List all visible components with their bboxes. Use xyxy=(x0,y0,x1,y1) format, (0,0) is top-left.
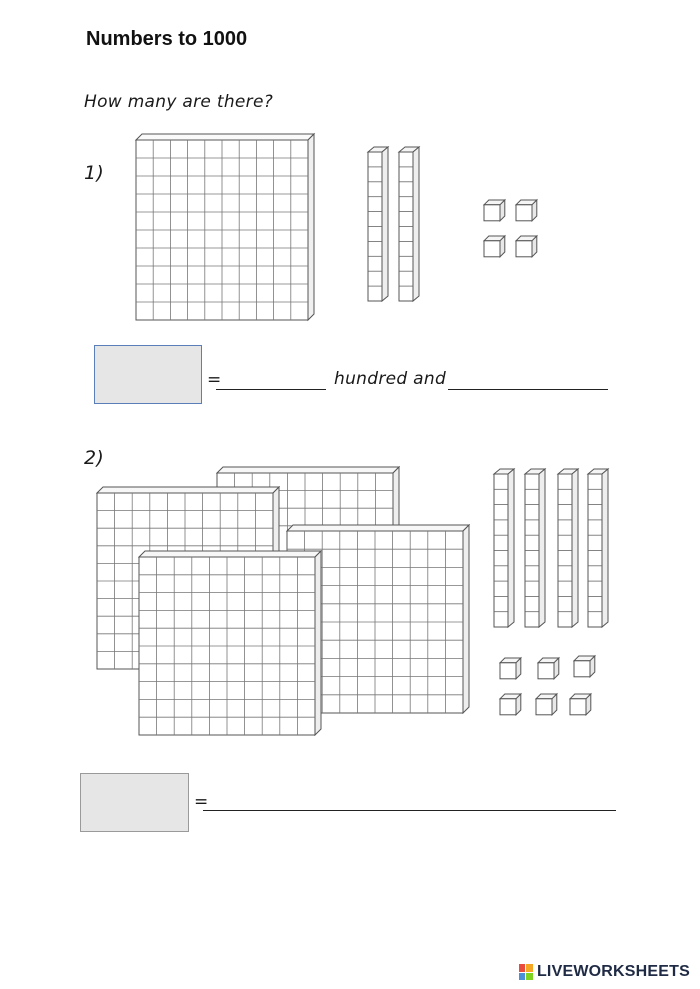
item-2-hundred-flat-front xyxy=(138,550,322,736)
item-1-hundreds-blank[interactable] xyxy=(216,389,326,390)
brand-text: LIVEWORKSHEETS xyxy=(536,963,690,980)
unit-cube xyxy=(574,656,595,677)
item-1-remainder-blank[interactable] xyxy=(448,389,608,390)
logo-square-4 xyxy=(526,973,533,981)
item-2-equals: = xyxy=(194,792,209,812)
item-2-answer-box[interactable] xyxy=(80,773,189,832)
item-1-ten-rod-2 xyxy=(397,146,421,304)
ten-rod xyxy=(525,469,545,627)
unit-cube xyxy=(570,694,591,715)
item-1-answer-box[interactable] xyxy=(94,345,202,404)
unit-cube xyxy=(500,694,521,715)
item-2-unit-cubes xyxy=(496,652,604,724)
item-1-ten-rod-1 xyxy=(366,146,390,304)
logo-square-1 xyxy=(519,964,526,972)
item-2-number: 2) xyxy=(84,447,105,469)
logo-square-3 xyxy=(519,973,526,981)
ten-rod xyxy=(558,469,578,627)
unit-cube xyxy=(516,236,537,257)
unit-cube xyxy=(538,658,559,679)
item-1-text-hundred-and: hundred and xyxy=(334,369,447,389)
ten-rod xyxy=(588,469,608,627)
liveworksheets-logo-icon xyxy=(519,964,533,980)
item-2-answer-line[interactable] xyxy=(203,810,616,811)
question-prompt: How many are there? xyxy=(84,92,274,112)
item-1-hundred-flat xyxy=(128,132,318,326)
ten-rod xyxy=(494,469,514,627)
item-1-number: 1) xyxy=(84,162,105,184)
item-2-ten-rods xyxy=(490,468,612,630)
unit-cube xyxy=(500,658,521,679)
unit-cube xyxy=(536,694,557,715)
worksheet-title: Numbers to 1000 xyxy=(86,28,248,50)
item-1-equals: = xyxy=(207,370,222,390)
unit-cube xyxy=(484,236,505,257)
logo-square-2 xyxy=(526,964,533,972)
liveworksheets-brand xyxy=(519,963,690,981)
unit-cube xyxy=(484,200,505,221)
unit-cube xyxy=(516,200,537,221)
item-1-unit-cubes xyxy=(480,196,546,264)
